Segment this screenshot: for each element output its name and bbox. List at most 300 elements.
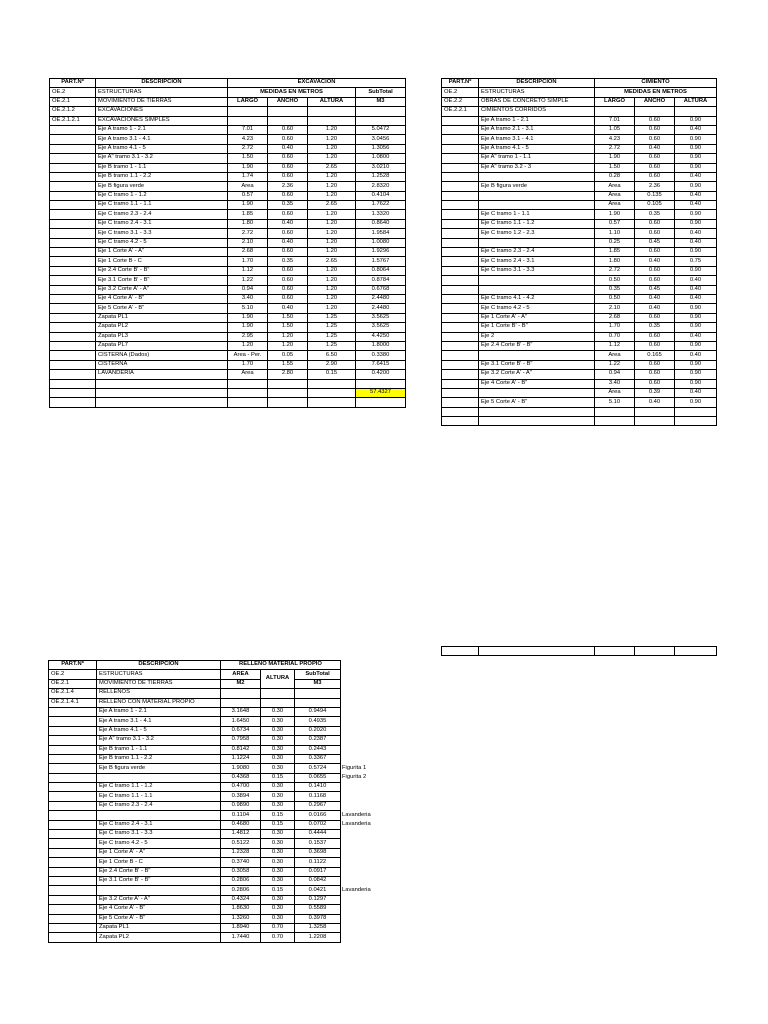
area: 0.4368 [221,773,261,782]
table-row [442,191,717,200]
table-row [49,848,385,857]
description: Zapata PL1 [97,923,221,932]
altura: 1.20 [308,125,356,134]
ancho: 0.05 [268,351,308,360]
empty-cell [96,379,228,388]
description: Eje 2 [479,332,595,341]
altura: 0.30 [261,801,295,810]
altura: 1.20 [308,135,356,144]
table-row [50,332,406,341]
description: Eje C tramo 4.1 - 4.2 [479,294,595,303]
table-row [50,370,406,379]
description: Eje 5 Corte A' - B" [479,398,595,407]
col-header-area-unit: M2 [221,679,261,688]
altura: 0.90 [675,210,717,219]
ancho: 0.45 [635,238,675,247]
excavacion-table [49,78,406,408]
table-row [49,801,385,810]
altura: 0.90 [675,304,717,313]
table-row [442,370,717,379]
subtotal: 0.3978 [295,914,341,923]
table-row [49,895,385,904]
table-row [50,163,406,172]
subtotal: 0.3367 [295,754,341,763]
subtotal: 0.4444 [295,830,341,839]
empty-cell [356,116,406,125]
altura: 0.30 [261,754,295,763]
area: 0.2806 [221,886,261,895]
ancho: 0.60 [268,266,308,275]
empty-cell [442,219,479,228]
empty-cell [442,238,479,247]
subtotal: 1.2528 [356,172,406,181]
description: ESTRUCTURAS [479,88,595,97]
table-row [50,285,406,294]
description: Eje C tramo 3.1 - 3.3 [97,830,221,839]
table-row [50,229,406,238]
altura: 0.90 [675,313,717,322]
part-number: OE.2 [50,88,96,97]
empty-cell [228,388,268,397]
description: RELLENOS [97,689,221,698]
table-row [49,736,385,745]
largo: 1.80 [595,257,635,266]
description: Eje C tramo 1.2 - 2.3 [479,229,595,238]
row-note: Lavanderia [342,811,371,818]
altura: 1.25 [308,332,356,341]
description: MOVIMIENTO DE TIERRAS [97,679,221,688]
empty-cell [228,398,268,407]
ancho: 0.60 [635,135,675,144]
subtotal: 5.0472 [356,125,406,134]
altura: 1.20 [308,191,356,200]
largo: 1.10 [595,229,635,238]
description: Zapata PL7 [96,341,228,350]
table-row [49,792,385,801]
empty-cell [49,830,97,839]
empty-cell [295,698,341,707]
description: Eje 3.1 Corte B' - B" [96,276,228,285]
empty-cell [442,398,479,407]
header-row [50,97,406,106]
altura: 1.20 [308,248,356,257]
altura: 6.50 [308,351,356,360]
col-header-subtotal: SubTotal [295,670,341,679]
ancho: 0.40 [635,398,675,407]
description: Eje C tramo 2.4 - 3.1 [479,257,595,266]
empty-cell [356,398,406,407]
row-note [341,858,385,867]
col-header-sub-unit: M3 [295,679,341,688]
ancho: 0.60 [635,313,675,322]
ancho: 0.60 [268,163,308,172]
altura: 0.40 [675,238,717,247]
table-row [50,266,406,275]
row-note [341,830,385,839]
subtotal: 1.0080 [356,238,406,247]
empty-cell [96,398,228,407]
description: Eje 2.4 Corte B' - B" [97,867,221,876]
description: Eje 5 Corte A' - B" [96,304,228,313]
section-row [49,689,385,698]
largo: 2.72 [228,229,268,238]
table-row [50,313,406,322]
empty-table-row [441,646,717,656]
col-header-desc: DESCRIPCION [97,661,221,670]
blank-row [442,407,717,416]
ancho: 2.36 [268,182,308,191]
description: Eje C tramo 1 - 1.2 [96,191,228,200]
empty-cell [49,764,97,773]
largo: 0.25 [595,238,635,247]
ancho: 0.60 [635,154,675,163]
altura: 0.30 [261,736,295,745]
table-row [50,276,406,285]
empty-cell [308,388,356,397]
table-row [50,219,406,228]
table-row [442,144,717,153]
subtotal: 0.1297 [295,895,341,904]
ancho: 0.60 [268,229,308,238]
ancho: 0.60 [635,379,675,388]
empty-cell [50,294,96,303]
row-note [341,876,385,885]
description: Eje A tramo 4.1 - 5 [96,144,228,153]
area: 0.8142 [221,745,261,754]
total-row [50,388,406,397]
row-note: Figurita 2 [342,773,367,780]
empty-cell [50,398,96,407]
area: 0.3058 [221,867,261,876]
empty-cell [356,379,406,388]
altura: 0.40 [675,201,717,210]
table-row [442,266,717,275]
largo: 5.10 [595,398,635,407]
blank-row [50,398,406,407]
ancho: 0.60 [635,341,675,350]
empty-cell [49,792,97,801]
largo: 3.40 [595,379,635,388]
area: 0.4700 [221,783,261,792]
ancho: 0.60 [635,266,675,275]
ancho: 0.60 [635,370,675,379]
description: Eje 4 Corte A' - B" [96,294,228,303]
empty-cell [308,116,356,125]
largo: 1.05 [595,125,635,134]
altura: 0.90 [675,154,717,163]
col-header-subtotal: SubTotal [356,88,406,97]
note-cell [341,679,385,688]
row-note [341,754,385,763]
empty-cell [442,313,479,322]
empty-cell [442,229,479,238]
altura: 0.40 [675,294,717,303]
table-row [49,923,385,932]
table-row [50,360,406,369]
table-row [49,783,385,792]
altura: 1.20 [308,294,356,303]
largo: 2.72 [595,266,635,275]
subtotal: 0.3698 [295,848,341,857]
altura: 1.20 [308,144,356,153]
subtotal: 0.0917 [295,867,341,876]
ancho: 0.35 [635,210,675,219]
subtotal: 0.4935 [295,717,341,726]
ancho: 0.40 [635,294,675,303]
note-cell [341,689,385,698]
cimiento-table [441,78,717,426]
description: Eje 4 Corte A' - B" [97,905,221,914]
altura: 0.90 [675,360,717,369]
largo: 2.95 [228,332,268,341]
description: Eje C tramo 1.1 - 1.1 [96,201,228,210]
subtotal: 1.9296 [356,248,406,257]
subtotal: 1.3056 [356,144,406,153]
table-row [49,867,385,876]
empty-cell [635,107,675,116]
table-row [442,248,717,257]
table-row [50,201,406,210]
ancho: 0.60 [635,125,675,134]
header-row [49,670,385,679]
subtotal: 1.3258 [295,923,341,932]
subtotal: 2.4480 [356,304,406,313]
empty-cell [50,144,96,153]
ancho: 0.40 [268,238,308,247]
subtotal: 0.1537 [295,839,341,848]
row-note: Lavanderia [342,886,371,893]
altura: 1.25 [308,313,356,322]
largo: Area [595,388,635,397]
ancho: 0.60 [268,248,308,257]
description: Eje 1 Corte A' - A" [97,848,221,857]
empty-cell [356,107,406,116]
description: EXCAVACIONES [96,107,228,116]
table-row [442,257,717,266]
empty-cell [50,379,96,388]
description: Eje 5 Corte A' - B" [97,914,221,923]
description: ESTRUCTURAS [97,670,221,679]
table-row [50,238,406,247]
largo: 1.90 [228,163,268,172]
empty-cell [442,276,479,285]
description: Eje C tramo 2.3 - 2.4 [479,248,595,257]
altura: 1.20 [308,172,356,181]
subtotal: 0.2443 [295,745,341,754]
description: ESTRUCTURAS [96,88,228,97]
altura: 0.40 [675,172,717,181]
description: Eje C tramo 2.4 - 3.1 [97,820,221,829]
empty-cell [479,417,595,426]
empty-cell [268,116,308,125]
altura: 0.30 [261,905,295,914]
description [97,773,221,782]
area: 1.2328 [221,848,261,857]
largo: 2.10 [228,238,268,247]
empty-cell [50,285,96,294]
ancho: 0.60 [268,135,308,144]
largo: 0.35 [595,285,635,294]
altura: 0.30 [261,745,295,754]
empty-cell [442,360,479,369]
empty-cell [268,398,308,407]
description: Eje C tramo 1.1 - 1.2 [479,219,595,228]
altura: 0.30 [261,707,295,716]
altura: 0.30 [261,783,295,792]
empty-cell [50,135,96,144]
description: Eje A tramo 3.1 - 4.1 [96,135,228,144]
ancho: 0.40 [635,304,675,313]
table-row [50,351,406,360]
ancho: 1.20 [268,332,308,341]
description: LAVANDERIA [96,370,228,379]
ancho: 0.39 [635,388,675,397]
empty-cell [49,754,97,763]
empty-cell [261,689,295,698]
description [97,886,221,895]
altura: 2.65 [308,163,356,172]
empty-cell [50,266,96,275]
description [479,238,595,247]
largo: 1.12 [595,341,635,350]
ancho: 0.60 [268,154,308,163]
ancho: 0.60 [268,210,308,219]
largo: 7.01 [228,125,268,134]
empty-cell [228,116,268,125]
table-row [442,341,717,350]
largo: 1.20 [228,341,268,350]
empty-cell [268,107,308,116]
description: Eje 2.4 Corte B' - B" [96,266,228,275]
empty-cell [595,407,635,416]
description: EXCAVACIONES SIMPLES [96,116,228,125]
table-row [50,304,406,313]
table-row [442,351,717,360]
description: Eje B tramo 1 - 1.1 [97,745,221,754]
empty-cell [442,257,479,266]
description: CISTERNA [96,360,228,369]
total-value: 57.4327 [356,388,406,397]
altura: 0.90 [675,379,717,388]
empty-cell [308,107,356,116]
table-row [442,323,717,332]
ancho: 0.60 [268,191,308,200]
empty-cell [50,370,96,379]
subtotal: 0.3380 [356,351,406,360]
part-number: OE.2.1 [50,97,96,106]
empty-cell [442,201,479,210]
largo: 1.90 [228,323,268,332]
table-row [49,811,385,820]
table-row [442,210,717,219]
empty-cell [50,229,96,238]
altura: 0.90 [675,266,717,275]
row-note [341,848,385,857]
largo: 1.90 [595,154,635,163]
empty-cell [442,172,479,181]
largo: Area [595,201,635,210]
subtotal: 1.5767 [356,257,406,266]
section-row [50,107,406,116]
largo: Area [595,191,635,200]
empty-cell [96,388,228,397]
description: Eje 3.2 Corte A' - A" [97,895,221,904]
header-row [49,679,385,688]
largo: 1.80 [228,219,268,228]
description: Eje C tramo 2.4 - 3.1 [96,219,228,228]
table-row [49,726,385,735]
altura: 1.20 [308,210,356,219]
empty-cell [49,923,97,932]
blank-row [442,417,717,426]
altura: 1.20 [308,266,356,275]
row-note [341,783,385,792]
header-row [442,88,717,97]
subtotal: 3.0456 [356,135,406,144]
header-row [50,88,406,97]
subtotal: 1.3320 [356,210,406,219]
table-row [442,276,717,285]
description: Eje A tramo 1 - 2.1 [479,116,595,125]
table-row [442,294,717,303]
description: Zapata PL2 [96,323,228,332]
empty-cell [228,107,268,116]
largo: 2.72 [595,144,635,153]
table-row [49,754,385,763]
empty-cell [442,341,479,350]
subtotal: 0.4200 [356,370,406,379]
ancho: 1.50 [268,313,308,322]
ancho: 0.35 [268,201,308,210]
empty-cell [49,717,97,726]
subtotal: 0.1168 [295,792,341,801]
area: 1.8630 [221,905,261,914]
subtotal: 3.5625 [356,313,406,322]
row-note [341,707,385,716]
largo: Area - Per. [228,351,268,360]
largo: 4.23 [595,135,635,144]
empty-cell [49,905,97,914]
col-header-ancho: ANCHO [635,97,675,106]
table-row [49,914,385,923]
ancho: 0.40 [635,257,675,266]
altura: 0.40 [675,351,717,360]
ancho: 0.40 [268,144,308,153]
row-note [341,792,385,801]
subtotal: 1.2208 [295,933,341,942]
altura: 1.20 [308,304,356,313]
subtotal: 0.1410 [295,783,341,792]
ancho: 0.60 [635,248,675,257]
altura: 0.30 [261,895,295,904]
subtotal: 1.8000 [356,341,406,350]
empty-cell [50,238,96,247]
area: 1.4812 [221,830,261,839]
largo: 1.70 [595,323,635,332]
col-header-altura: ALTURA [308,97,356,106]
empty-cell [49,783,97,792]
altura: 0.70 [261,933,295,942]
description: Eje 3.1 Corte B' - B" [479,360,595,369]
table-row [442,182,717,191]
description: Eje B tramo 1.1 - 2.2 [96,172,228,181]
altura: 2.65 [308,257,356,266]
table-row [50,323,406,332]
area: 0.2806 [221,876,261,885]
altura: 1.20 [308,219,356,228]
area: 0.1104 [221,811,261,820]
area: 0.5122 [221,839,261,848]
